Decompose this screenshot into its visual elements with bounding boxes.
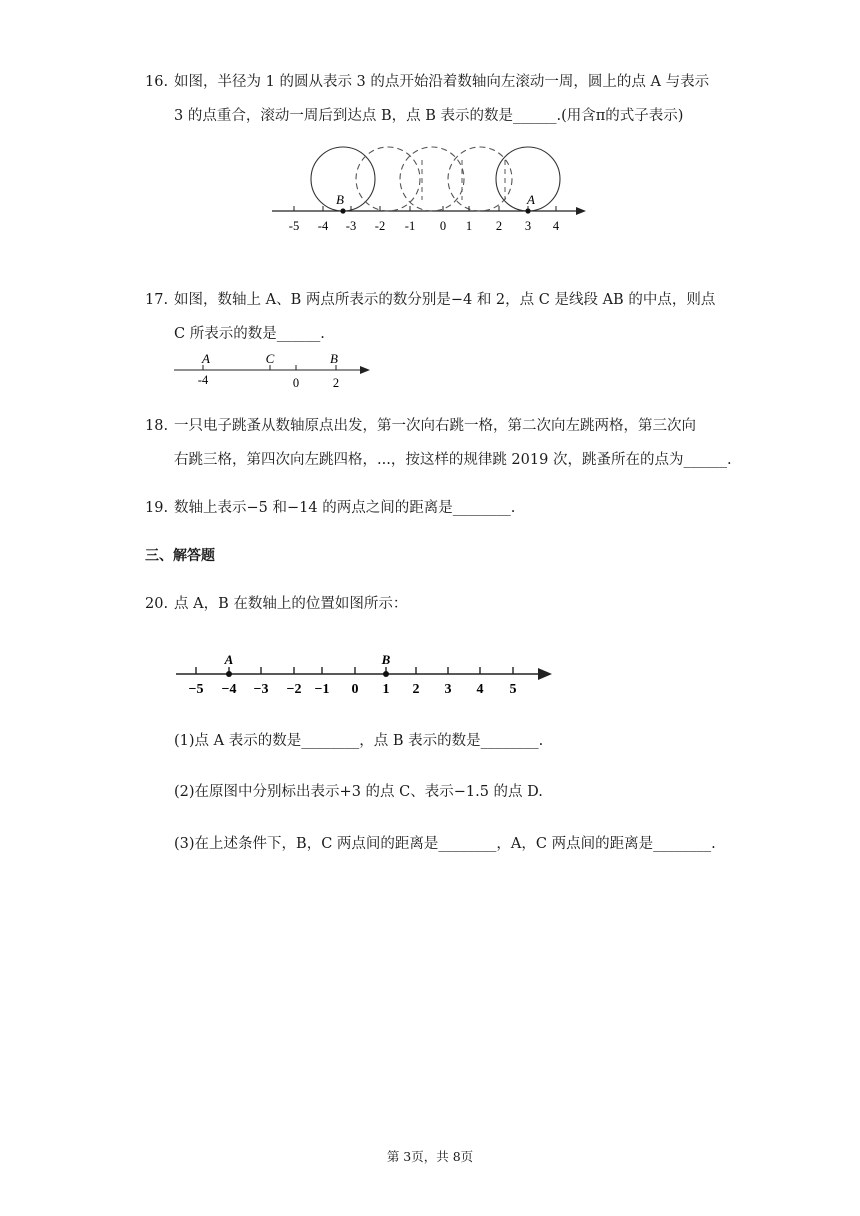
q17-number-line-figure <box>170 346 380 396</box>
q17-tick-label-B: 2 <box>332 376 340 390</box>
q17-tick-label-0: 0 <box>292 376 300 390</box>
q16-point-B <box>340 208 345 213</box>
section-heading: 三、解答题 <box>145 548 215 564</box>
q16-tick-label: 0 <box>439 219 447 233</box>
q20-label-A: A <box>224 652 234 667</box>
q16-tick-label: -1 <box>404 219 416 233</box>
q18-text-line1: 一只电子跳蚤从数轴原点出发，第一次向右跳一格，第二次向左跳两格，第三次向 <box>174 418 696 434</box>
q16-circle-rolling-1 <box>356 147 420 211</box>
q16-label-B: B <box>336 192 344 207</box>
q20-tick-label: −3 <box>253 682 269 697</box>
q16-tick-label: -4 <box>317 219 329 233</box>
q16-tick-label: -5 <box>288 219 300 233</box>
q16-number-line-figure <box>268 140 598 240</box>
q20-number-line-figure <box>172 650 562 700</box>
q20-tick-label: 0 <box>351 682 359 697</box>
q17-label-C: C <box>265 351 275 366</box>
q16-tick-label: 4 <box>552 219 560 233</box>
q18-text-line2: 右跳三格，第四次向左跳四格，...，按这样的规律跳 2019 次，跳蚤所在的点为______. <box>174 452 732 468</box>
q20-point-A <box>226 671 232 677</box>
q17-axis-arrow <box>360 366 370 374</box>
q20-tick-label: 5 <box>509 682 517 697</box>
q16-circle-rolling-2 <box>400 147 464 211</box>
q20-tick-label: −4 <box>221 682 237 697</box>
q17-label-A: A <box>202 351 210 366</box>
q17-text-line2: C 所表示的数是______. <box>174 326 325 342</box>
q16-tick-label: 3 <box>524 219 532 233</box>
q16-point-A <box>525 208 530 213</box>
q20-tick-label: −1 <box>314 682 330 697</box>
q16-circle-rolling-3 <box>448 147 512 211</box>
q20-subquestion-1: (1)点 A 表示的数是________，点 B 表示的数是________. <box>174 733 544 749</box>
q17-tick-label-A: -4 <box>197 373 209 387</box>
q20-axis-arrow <box>538 668 552 680</box>
q20-tick-label: 1 <box>382 682 390 697</box>
q20-tick-label: −2 <box>286 682 302 697</box>
q16-tick-label: -2 <box>374 219 386 233</box>
page-footer: 第 3页，共 8页 <box>386 1149 474 1164</box>
q16-tick-label: 2 <box>495 219 503 233</box>
q20-tick-label: 2 <box>412 682 420 697</box>
q16-tick-label: 1 <box>465 219 473 233</box>
q16-label-A: A <box>527 192 535 207</box>
q17-label-B: B <box>330 351 338 366</box>
q20-text-line1: 点 A，B 在数轴上的位置如图所示： <box>174 596 408 612</box>
q16-text-line2: 3 的点重合，滚动一周后到达点 B，点 B 表示的数是______.(用含π的式子表示) <box>174 108 684 124</box>
q17-number: 17. <box>145 292 169 308</box>
q19-text-line1: 数轴上表示−5 和−14 的两点之间的距离是________. <box>174 500 516 516</box>
q20-tick-label: 3 <box>444 682 452 697</box>
q20-subquestion-2: (2)在原图中分别标出表示+3 的点 C、表示−1.5 的点 D. <box>174 784 543 800</box>
q19-number: 19. <box>145 500 169 516</box>
q20-point-B <box>383 671 389 677</box>
q16-number: 16. <box>145 74 169 90</box>
q20-tick-label: −5 <box>188 682 204 697</box>
q20-subquestion-3: (3)在上述条件下，B，C 两点间的距离是________，A，C 两点间的距离是________. <box>174 836 716 852</box>
q17-text-line1: 如图，数轴上 A、B 两点所表示的数分别是−4 和 2，点 C 是线段 AB 的中点，则点 <box>174 292 716 308</box>
q18-number: 18. <box>145 418 169 434</box>
q16-axis-arrow <box>576 207 586 215</box>
q20-tick-label: 4 <box>476 682 484 697</box>
q16-text-line1: 如图，半径为 1 的圆从表示 3 的点开始沿着数轴向左滚动一周，圆上的点 A 与表示 <box>174 74 710 90</box>
q16-tick-label: -3 <box>345 219 357 233</box>
q20-number: 20. <box>145 596 169 612</box>
q20-label-B: B <box>381 652 391 667</box>
